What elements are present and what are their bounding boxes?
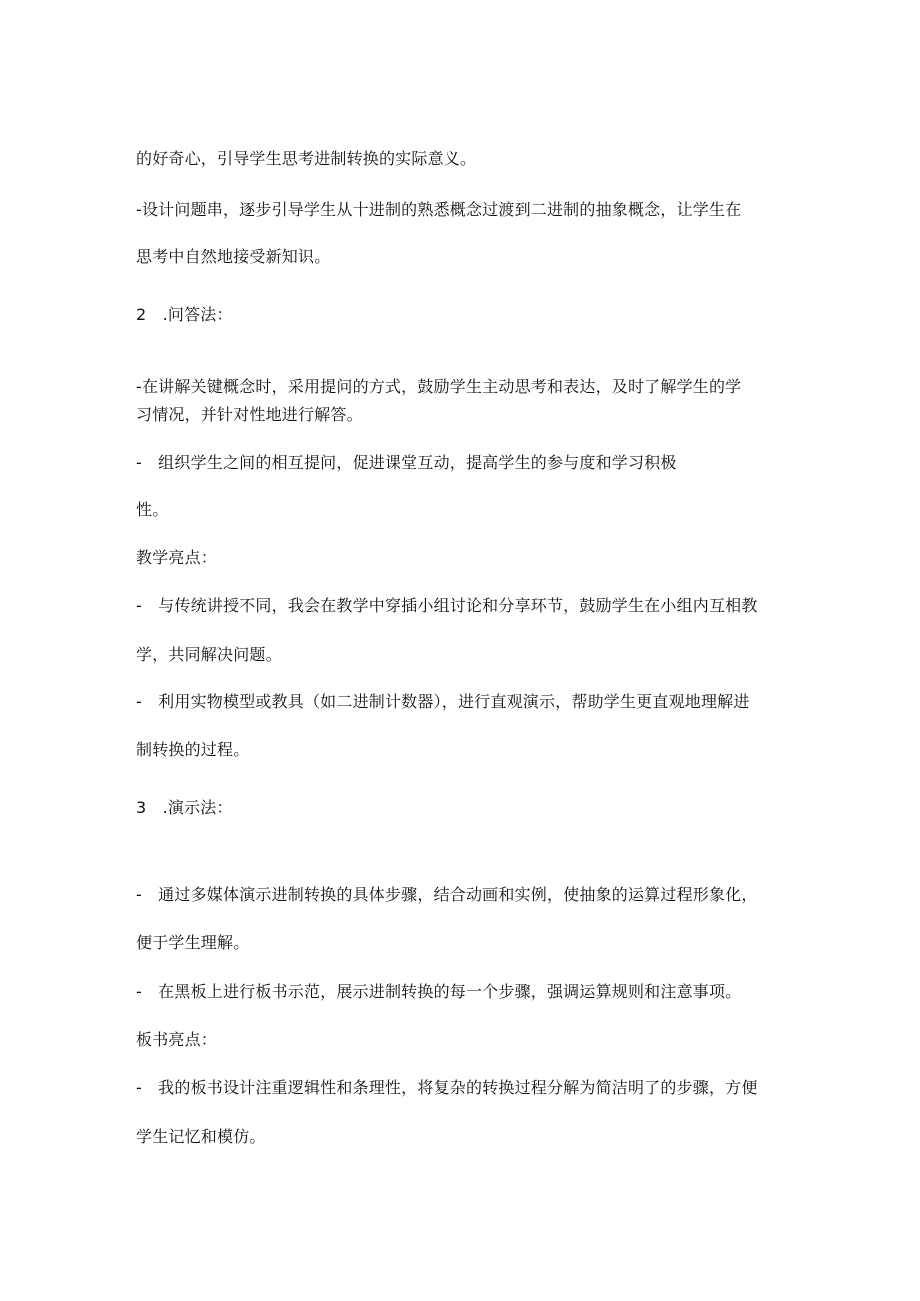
text-line-13: 制转换的过程。 bbox=[136, 740, 250, 759]
text-line-15: - 通过多媒体演示进制转换的具体步骤，结合动画和实例，使抽象的运算过程形象化， bbox=[136, 885, 758, 904]
text-line-8: 性。 bbox=[136, 500, 169, 519]
text-line-7: - 组织学生之间的相互提问，促进课堂互动，提高学生的参与度和学习积极 bbox=[136, 453, 677, 472]
board-highlights-heading: 板书亮点： bbox=[136, 1030, 218, 1049]
text-line-20: 学生记忆和模仿。 bbox=[136, 1127, 266, 1146]
text-line-17: - 在黑板上进行板书示范，展示进制转换的每一个步骤，强调运算规则和注意事项。 bbox=[136, 982, 742, 1001]
text-line-6: 习情况，并针对性地进行解答。 bbox=[136, 405, 363, 424]
text-line-11: 学，共同解决问题。 bbox=[136, 645, 282, 664]
text-line-16: 便于学生理解。 bbox=[136, 933, 250, 952]
text-line-3: 思考中自然地接受新知识。 bbox=[136, 247, 331, 266]
text-line-12: - 利用实物模型或教具（如二进制计数器），进行直观演示，帮助学生更直观地理解进 bbox=[136, 692, 750, 711]
text-line-5: -在讲解关键概念时，采用提问的方式，鼓励学生主动思考和表达，及时了解学生的学 bbox=[136, 377, 742, 396]
text-line-1: 的好奇心，引导学生思考进制转换的实际意义。 bbox=[136, 149, 477, 168]
section-heading-qa: 2 .问答法： bbox=[136, 305, 233, 324]
section-heading-demo: 3 .演示法： bbox=[136, 798, 233, 817]
text-line-19: - 我的板书设计注重逻辑性和条理性，将复杂的转换过程分解为简洁明了的步骤，方便 bbox=[136, 1078, 758, 1097]
teaching-highlights-heading: 教学亮点： bbox=[136, 548, 218, 567]
text-line-10: - 与传统讲授不同，我会在教学中穿插小组讨论和分享环节，鼓励学生在小组内互相教 bbox=[136, 596, 758, 615]
text-line-2: -设计问题串，逐步引导学生从十进制的熟悉概念过渡到二进制的抽象概念，让学生在 bbox=[136, 200, 742, 219]
